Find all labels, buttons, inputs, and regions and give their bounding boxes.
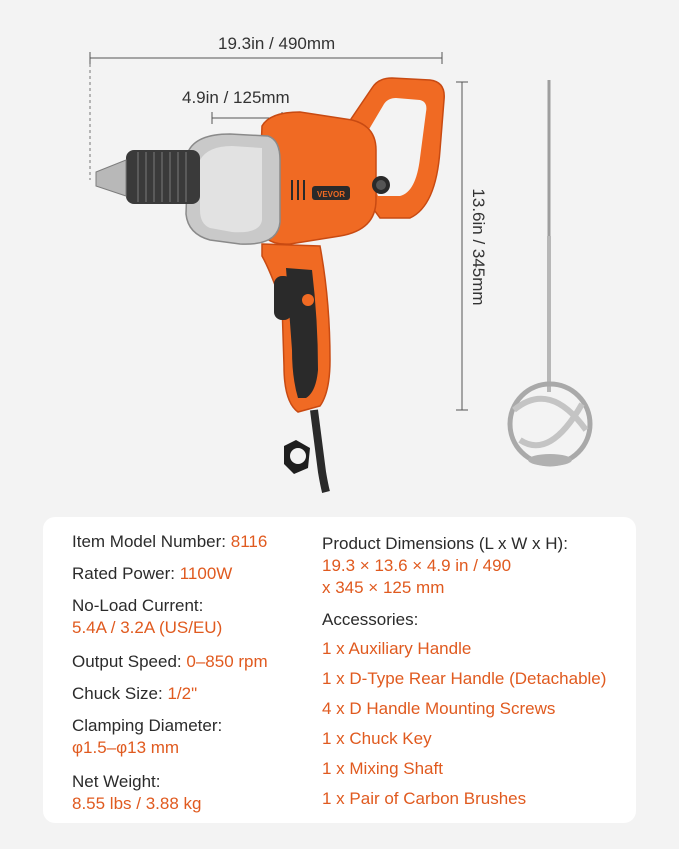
accessory-item: 1 x Mixing Shaft	[322, 759, 443, 778]
height-dimension-label: 13.6in / 345mm	[469, 188, 488, 306]
spec-value: 8116	[230, 532, 268, 551]
spec-clamping-diameter	[72, 715, 222, 759]
spec-value: 0–850 rpm	[186, 652, 268, 671]
spec-value: 1100W	[179, 564, 233, 583]
spec-output-speed	[72, 651, 268, 673]
accessory-item: 1 x Auxiliary Handle	[322, 639, 472, 658]
spec-key: Rated Power:	[72, 564, 180, 583]
spec-value: 19.3 × 13.6 × 4.9 in / 490	[322, 556, 512, 575]
accessory-item: 1 x Pair of Carbon Brushes	[322, 789, 527, 808]
depth-dimension-label: 4.9in / 125mm	[182, 88, 290, 107]
spec-model-number	[72, 531, 267, 553]
accessory-item: 4 x D Handle Mounting Screws	[322, 699, 556, 718]
spec-no-load-current	[72, 595, 222, 639]
spec-value: φ1.5–φ13 mm	[72, 738, 180, 757]
drill-icon	[96, 78, 444, 492]
mixing-shaft-icon	[510, 80, 590, 466]
accessories-title: Accessories:	[322, 610, 419, 629]
spec-key: Clamping Diameter:	[72, 716, 223, 735]
spec-product-dimensions	[322, 533, 568, 599]
spec-value: x 345 × 125 mm	[322, 578, 445, 597]
accessory-item: 1 x Chuck Key	[322, 729, 432, 748]
spec-key: Item Model Number:	[72, 532, 231, 551]
width-dimension-label: 19.3in / 490mm	[218, 34, 336, 53]
spec-chuck-size	[72, 683, 197, 705]
spec-value: 5.4A / 3.2A (US/EU)	[72, 618, 223, 637]
height-dimension-line	[456, 82, 468, 410]
spec-key: Product Dimensions (L x W x H):	[322, 534, 568, 553]
spec-key: Chuck Size:	[72, 684, 168, 703]
spec-card	[43, 517, 636, 823]
accessory-item: 1 x D-Type Rear Handle (Detachable)	[322, 669, 607, 688]
spec-value: 8.55 lbs / 3.88 kg	[72, 794, 202, 813]
spec-rated-power	[72, 563, 232, 585]
spec-key: No-Load Current:	[72, 596, 204, 615]
spec-key: Net Weight:	[72, 772, 161, 791]
spec-key: Output Speed:	[72, 652, 187, 671]
spec-value: 1/2"	[167, 684, 198, 703]
brand-logo: VEVOR	[316, 190, 346, 199]
spec-net-weight	[72, 771, 201, 815]
